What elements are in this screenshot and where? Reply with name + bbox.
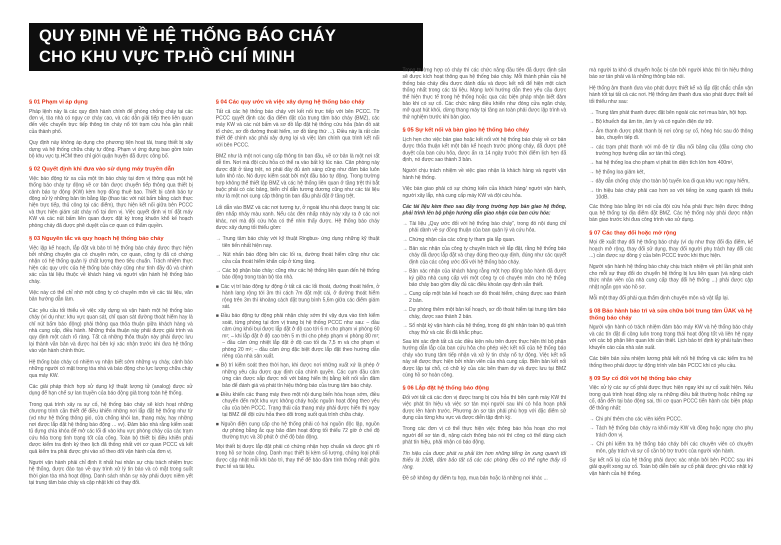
section-heading: § 08 Bảo hành bảo trì và sửa chữa bởi trung tâm ÜAK và hệ thống báo cháy [589,308,753,321]
column-3 [403,67,567,535]
paragraph: Trong quá trình xảy ra sự cố, hệ thống báo cháy sẽ kích hoạt những chương trình cần thiết để điều khiển những nơi lắp đặt hệ thống như từ (vd như hệ thống thông gió, cửa chống khói lan, thang máy, hay những nơi được lắp đặt hệ thống báo động ... vv). Đảm bảo nhà rằng kiểm soát tủ đựng chìa khóa để mở các lối đi vào khu vực phòng cháy của các trạm cứu hỏa trong tình trạng tốt của cổng. Toàn bộ thiết bị điều khiển phải được kiểm tra định kỳ theo lịch đã thống nhất với cơ quan PCCC và kết quả kiểm tra phải được ghi vào sổ theo dõi vận hành của đơn vị. [29,401,193,455]
paragraph: Pháp lệnh này là các quy định hành chính để phòng chống cháy tại các đơn vị, tòa nhà có nguy cơ cháy cao, và các dẫn giải tiếp theo liên quan đến việc chuyển trực tiếp thông tin cháy nổ tới trạm cứu hỏa gần nhất của thành phố. [29,108,193,135]
paragraph: Việc này có thể chỉ nhờ một công ty có chuyên môn về các tài liệu, văn bản hướng dẫn làm. [29,290,193,303]
paragraph: Hệ thống âm thanh đưa vào phát được thiết kế và lắp đặt chắc chắn vận hành tốt tại tất cả các nơi. Hệ thống âm thanh đưa vào phát được thiết kế tối thiểu như sau: [589,85,753,105]
paragraph: Người vận hành có trách nhiệm đảm bảo máy KW và hệ thống báo cháy và các tín đặt đi cũng luôn trong trạng thái hoạt động tốt và liên hệ ngay với các bộ phận liên quan khi cần thiết. Lịch bảo trì định kỳ phải tuân theo khuyến cáo của nhà sản xuất. [589,324,753,351]
paragraph: Trong trường hợp có cháy thì các chức năng đầu tiên đã được định sẵn sẽ được kích hoạt thông qua hệ thống báo cháy. Mỗi thành phần của hệ thống báo cháy đều được đánh dấu và được kết nối để hiện một cách thống nhất trong các tài liệu. Mạng lưới hướng dẫn theo yêu cầu được thể hiện thực tế trong hệ thống hoặc qua các biện pháp nhận biết đảm bảo khi có sự cố. Các chức năng điều khiển như đóng cửa ngăn cháy, mở quạt hút khói, dừng thang máy tại tầng an toàn phải được lập trình và thử nghiệm trước khi bàn giao. [402,67,567,120]
list-item: → Âm thanh được phát thanh bị nơi công sự cố, hỏng hóc sau đó thông báo, chuyển tiếp đi. [589,128,753,141]
paragraph: Mỗi một thay đổi phải qua thẩm định chuyên môn và vật lắp lại. [589,295,730,302]
list-item: → Nút nhấn báo động bên các lối ra, đường thoát hiểm cũng như các cửa của thoát hiểm khẩn cấp ở từng tầng. [215,252,380,265]
paragraph: Người chịu trách nhiệm về việc giao nhận là khách hàng và người vận hành hệ thống. [402,168,567,181]
list-item: → Trung tâm báo cháy với kỹ thuật Ringbus- ứng dụng những kỹ thuật tiên tiến nhất hiện nay. [215,236,380,249]
section-heading: § 09 Sự cố đối với hệ thống báo cháy [589,375,692,382]
content-columns [29,67,753,535]
paragraph: Các thông báo bằng lời nói của đội cứu hỏa phải thực hiện được thông qua hệ thống tại địa điểm đặt BMZ. Các hệ thống này phải được nhận bàn giao trước khi đưa công trình vào sử dụng. [589,203,753,223]
list-item: → tín hiệu báo cháy phải cao hơn so với tiếng ồn xung quanh tối thiểu 10dB. [589,187,753,201]
list-item: → Trung tâm phát thanh được đặt bên ngoài các nơi mua bán, hội họp. [589,110,748,116]
paragraph: mà người ta khó di chuyển hoặc bị cản bởi người khác thì tín hiệu thông báo sơ tán phải và là những thông báo nói. [589,67,753,80]
list-item: ■ Bộ trì kiểm soát theo thời hạn, khi được nơi những xuất xứ là phép ở những yêu cầu được quy định của chính quyền. Các cụm đầu cảm ứng cần được sắp được nối với bảng hiển thị bằng kết nối vẫn đảm bảo để đánh giá và phát tín hiệu thông báo của trung tâm báo cháy. [215,362,380,389]
paragraph: Hệ thống báo cháy có nhiệm vụ nhận biết sớm những vụ cháy, cảnh báo những người có mặt trong tòa nhà và báo động cho lực lượng chữa cháy qua máy KW. [29,359,193,379]
list-item: ■ Các vị trí báo động tự động ở tất cả các lối thoát, đường thoát hiểm, ở hành lang rộng tới 3m thì cách 7m đặt một cái, ở đường thoát hiểm rộng trên 3m thì khoảng cách đặt trung bình 5,6m giữa các điểm giám sát. [215,283,380,310]
paragraph: Mọi đề xuất thay đổi hệ thống báo cháy (ví dụ như thay đổi địa điểm, kế hoạch mở rộng, thay đổi sử dụng, thay đổi người phụ trách hay đổi các ...) cần được sự đồng ý của bên PCCC trước khi thực hiện. [589,239,753,259]
paragraph: Trong các đơn vị có thể thực hiện việc thông báo hỏa hoạn cho mọi người để sơ tán đi, nặng cách thông báo nói thì công có thể dùng cách phát tín hiệu, phải nhận có báo động. [402,426,567,446]
list-item: → Chi phí thêm cho các viên kiểm PCCC. [589,416,683,423]
paragraph: BMZ như là một nơi cung cấp thông tin ban đầu, về cơ bản là một nơi rất dễ tìm. Nơi mà đội cứu hỏa có thể ra vào bất kỳ lúc nào. Căn phòng này được đặt ở tầng trệt, nó phải đầy đủ ánh sáng cũng như đảm bảo luôn luôn khô ráo. Nó được kiểm soát bởi một đầu báo tự động. Trong trường hợp không thể thiết lập BMZ và các hệ thống liên quan ở tầng trệt thì bắt buộc phải có các bảng, biển chỉ dẫn tương đương cũng như các tài liệu như là một nơi cung cấp thông tin ban đầu phải đặt ở tầng trệt. [215,153,380,200]
list-item: → Chứng nhận của các công ty tham gia lắp quan. [402,236,516,243]
list-item: → Cung cấp một bản kế hoạch sơ đồ thoát hiểm, chúng được sao thành 2 bản. [402,291,567,304]
paragraph: Lịch hẹn cho việc bàn giao hoặc kết nối với hệ thống báo cháy về cơ bản được thỏa thuận kết một bản kế hoạch trước phòng cháy, đã được phê duyệt của ban cứu hỏa, được ấn ra 14 ngày trước thời điểm lịch hẹn đã định, nó được sao thành 3 bản. [402,136,567,163]
paragraph: Đề sở không dự điểm tu họp, mua bán hoặc là những nơi khác ... [402,475,548,481]
list-item: → Tài liệu „Quy ước đối với hệ thống báo cháy“, trong đó nội dung chỉ phải dành về sự đồng thuận của ban quản lý và cứu hỏa. [402,220,567,234]
section-heading: § 04 Các quy ước và việc xây dựng hệ thống báo cháy [215,99,365,105]
list-item: → hệ thống loa giảm két, [589,169,645,175]
list-item: → Sổ nhật ký vận hành của hệ thống, trong đó ghi nhận toàn bộ quá trình chạy thử và các lỗi đã khắc phục. [402,323,567,336]
list-item: → Bộ khuếch đại âm tin, âm ly và có nguồn điện dự trữ. [589,119,714,125]
paragraph: Việc lập kế hoạch, lắp đặt và bảo trì hệ thống báo cháy được thực hiện bởi những chuyên gia có chuyên môn, cơ quan, công ty đã có chứng nhận có hệ thống quản lý chất lượng theo tiêu chuẩn. Trách nhiệm thực hiện các quy ước của hệ thống báo cháy cũng như tính đầy đủ và chính xác của tài liệu thuộc về khách hàng và người vận hành hệ thống báo cháy. [29,245,193,285]
paragraph: Tín hiệu của được phát ra phải lớn hơn những tiếng ồn xung quanh tối thiểu là 10dB, đảm bảo tất cả các các phòng đều có thể nghe thấy rõ ràng. [402,450,567,470]
paragraph: Sự kết nối lại của hệ thống phải được xác nhận bởi bên PCCC sau khi giải quyết xong sự cố. Toàn bộ diễn biến sự cố phải được ghi vào nhật ký vận hành của hệ thống. [589,457,753,477]
paragraph: Đối với tất cả các đơn vị được trang bị cứu hỏa thì bên cạnh máy KW thì việc phát tín hiệu và việc sơ tán mọi người sau khi có hỏa hoạn phải được lên hành trước. Phương án sơ tán phải phù hợp với đặc điểm sử dụng của từng khu vực và được diễn tập định kỳ. [402,394,567,421]
column-1 [29,67,193,535]
list-item: → hai hệ thống loa cho phạm vi phát tin diện tích lớn hơn 400m², [589,160,734,166]
handover-note: Các tài liệu kèm theo sau đây trong trường hợp bàn giao hệ thống, phải trình lên bộ phận hướng dẫn giao nhận của ban cứu hỏa: [402,204,567,217]
list-item: → các trạm phát thanh với mô đè từ đầu nối băng cầu (đầu cứng cho trường hợp hướng dẫn sơ tán thủ công). [589,144,753,157]
section-heading: § 03 Nguyên tắc và quy hoạch hệ thống báo cháy [29,235,164,242]
paragraph: Các giải pháp thích hợp sử dụng kỹ thuật lượng tử (analog) được sử dụng để hạn chế sự lan truyền của báo động giả trong toàn hệ thống. [29,383,193,397]
paragraph: Việc xử lý các sự cố phải được thực hiện ngay khi sự cố xuất hiện. Nếu trong quá trình hoạt động xảy ra những điều bất thường hoặc những sự cố, dẫn đến tại báo động sai, thì cơ quan PCCC tiến hành các biện pháp để thống nhất: [589,385,753,411]
section-heading: § 07 Các thay đổi hoặc mở rộng [589,229,677,236]
paragraph: Người vận hành hệ thống báo cháy chịu trách nhiệm về phí lần phát sinh cho mỗi sự thay đổi do chuyển hệ thống bị lưu liên quan (và nặng cách thức nhân viên của nhà cung cấp thay đổi hệ thống ...) phải được cập nhật ngắn gọn vào hồ sơ. [589,264,753,290]
column-4 [589,67,753,535]
document-title-bar [29,23,423,71]
section-heading: § 05 Sự kết nối và bàn giao hệ thống báo cháy [402,127,530,134]
paragraph: Lối dẫn vào BMZ và các nơi tương tự, ở ngoài khu nhà được trang bị các đèn nhấp nháy màu xanh. Nếu các đèn nhấp nháy này xảy ra ở các nơi khác, nơi mà đội cứu hỏa có thể nhìn thấy được. Hệ thống báo cháy được xây dựng tối thiểu gồm: [215,204,380,231]
list-item: ■ Nguồn điện cung cấp cho hệ thống phải có hai nguồn độc lập, nguồn dự phòng bằng ắc quy bảo đảm hoạt động tối thiểu 72 giờ ở chế độ thường trực và 30 phút ở chế độ báo động. [215,421,380,441]
list-item: → Chi phí kiểm tra hệ thống báo cháy bởi các chuyên viên có chuyên môn, gây trách và sự cố cần bộ trợ trước của người vận hành. [589,441,753,454]
paragraph: Việc bàn giao phải có sự chứng kiến của khách hàng/ người vận hành, người xây lắp, nhà cung cấp máy KW và đội cứu hỏa. [402,186,567,199]
section-heading: § 02 Quyết định khi đưa vào sử dụng máy truyền dẫn [29,166,175,173]
paragraph: Tất cả các hệ thống báo cháy với kết nối trực tiếp với bên PCCC. Ttr PCCC quyết định các địa điểm đặt của trung tâm báo cháy (BMZ), các máy KW và các nút bấm và sơ đồ lắp đặt hệ thống cứu hỏa (bản đồ sát tổ chức, sơ đồ đường thoát hiểm, sơ đồ tầng thứ ...). Điều này là rất cần thiết để chính xác phải xây dựng lại và việc làm chính qua trình kết nối với bên PCCC. [215,108,380,148]
list-item: → Dự phòng thêm một bản kế hoạch, sơ đồ thoát hiểm tại trung tâm báo cháy, được sao thành 2 bản. [402,307,567,320]
list-item: → Bản xác nhận của công ty chuyên trách về lắp đặt, rằng hệ thống báo cháy đã được lắp đặt và chạy đúng theo quy định, đúng như các quyết định của các công ước đối với hệ thống báo cháy. [402,246,567,265]
title-line-1: QUY ĐỊNH VỀ HỆ THỐNG BÁO CHÁY [39,26,337,45]
paragraph: Các yêu cầu tối thiểu về việc xây dựng và vận hành một hệ thống báo cháy (ví dụ như: khu vực quan sát, chỉ quan sát đường thoát hiểm hay là chỉ nút bấm báo động) phải thông qua thỏa thuận giữa khách hàng và nhà cung cấp, điều hành. Những thỏa thuận này phải được giải trình và quy định một cách rõ ràng. Tất cả những thỏa thuận này phải được lưu lại thành văn bản và được hai bên ký xác nhận trước khi đưa hệ thống vào vận hành chính thức. [29,307,193,354]
title-line-2: CHO KHU VỰC TP.HỒ CHÍ MINH [39,48,296,66]
section-heading: § 01 Phạm vi áp dụng [29,99,88,105]
paragraph: Mọi thiết bị được lắp đặt phải có chứng nhận hợp chuẩn và được ghi rõ trong hồ sơ hoàn công. Danh mục thiết bị kèm số lượng, chủng loại phải được cập nhật mỗi khi bảo trì, thay thế để bảo đảm tính thống nhất giữa thực tế và tài liệu. [215,443,380,470]
paragraph: Người vận hành phải chỉ định ít nhất hai nhân sự chịu trách nhiệm trực hệ thống, được đào tạo về quy trình xử lý tin báo và có mặt trong suốt thời gian tòa nhà hoạt động. Danh sách nhân sự này phải được niêm yết tại trung tâm báo cháy và cập nhật khi có thay đổi. [29,459,193,486]
list-item: ■ Điều khiển các thang máy theo một nội dung biến hóa hoạn sớm, điều chuyển đến một khu vực không cháy hoặc nguồn hoạt động theo yêu cầu của bên PCCC. Trạng thái của thang máy phải được hiển thị ngay tại BMZ để đội cứu hỏa theo dõi trong suốt quá trình chữa cháy. [215,391,380,418]
paragraph: Việc báo động từ xa của một tin báo cháy tại đơn vị thông qua một hệ thống báo cháy tự động về cơ bản được chuyển tiếp thông qua thiết bị cảnh báo tự động (KW) kèm hợp đồng thuê bao. Thiết bị cảnh báo tự động xử lý những bản tin bằng lặp (thao tác với nút bấm bằng cách thực hiện trực tiếp, thủ công tại các điểm), thực hiện kết nối giữa bên PCCC và thực hiện giám sát cháy nổ tại đơn vị. Việc quyết định vị trí đặt máy KW và các nút bấm liên quan được đặt ký trong khuôn khổ kế hoạch phòng cháy đã được phê duyệt của cơ quan có thẩm quyền. [29,175,193,229]
list-item: → Tách hệ thống báo cháy ra khỏi máy KW và đồng hoặc ngay cho phụ trách đơn vị. [589,425,753,438]
list-item: → Các bộ phận báo cháy: cũng như các hệ thống liên quan đến hệ thống báo động trong toàn bộ tòa nhà. [215,268,380,281]
page-title [39,26,336,69]
list-item: → dây dẫn chống cháy cho toàn bộ tuyến loa đi qua khu vực nguy hiểm, [589,178,750,185]
paragraph: Sau khi xác định tất cả các điều kiện nêu trên được thực hiện thì bộ phận hướng dẫn lắp của ban cứu hỏa cho phép việc kết nối của hệ thống báo cháy vào trung tâm tiếp nhận và xử lý tin cháy nổ tự động. Việc kết nối này sẽ được thực hiện bởi nhân viên của nhà cung cấp. Biên bản kết nối được lập tại chỗ, có chữ ký của các bên tham dự và được lưu tại BMZ cùng hồ sơ hoàn công. [402,338,567,378]
column-2 [216,67,380,535]
paragraph: Quy định này không áp dụng cho phương tiện hoạt tải, trang thiết bị xây dựng và hệ thống chữa cháy tự động. Phạm vi ứng dụng bao gồm toàn bộ khu vực tp.HCM theo chỉ giới quận huyện đã được công bố. [29,140,193,159]
list-item: ■ Đầu báo động tự động phải nhận cháy sớm thì vậy dựa vào tính kiểm soát, từng phòng tại đơn vị trang bị hệ thống PCCC như sau: – đầu cảm ứng khói bụi được lắp đặt ở độ cao tới 6 m cho phạm vi phòng 60 m²; – khi lắp đặt ở độ cao trên 5 m thì cho phép phạm vi phòng 80 m²; – đầu cảm ứng nhiệt lắp đặt ở độ cao tối đa 7,5 m và cho phạm vi phòng 20 m²; – đầu cảm ứng đặc biệt được lắp đặt theo hướng dẫn riêng của nhà sản xuất. [215,313,380,359]
section-heading: § 06 Lắp đặt hệ thống báo động [402,385,490,392]
list-item: → Bản xác nhận của khách hàng rằng một hợp đồng bảo hành đã được ký giữa nhà cung cấp với một công ty có chuyên môn cho hệ thống báo cháy bao gồm đầy đủ các điều khoản quy định sẵn thiết. [402,268,567,288]
paragraph: Các biên bản sửa nhiệm lương phải kết nối hệ thống và các kiểm tra hệ thống theo phải được tự động trình văn bản PCCC khi có yêu cầu. [589,356,753,369]
